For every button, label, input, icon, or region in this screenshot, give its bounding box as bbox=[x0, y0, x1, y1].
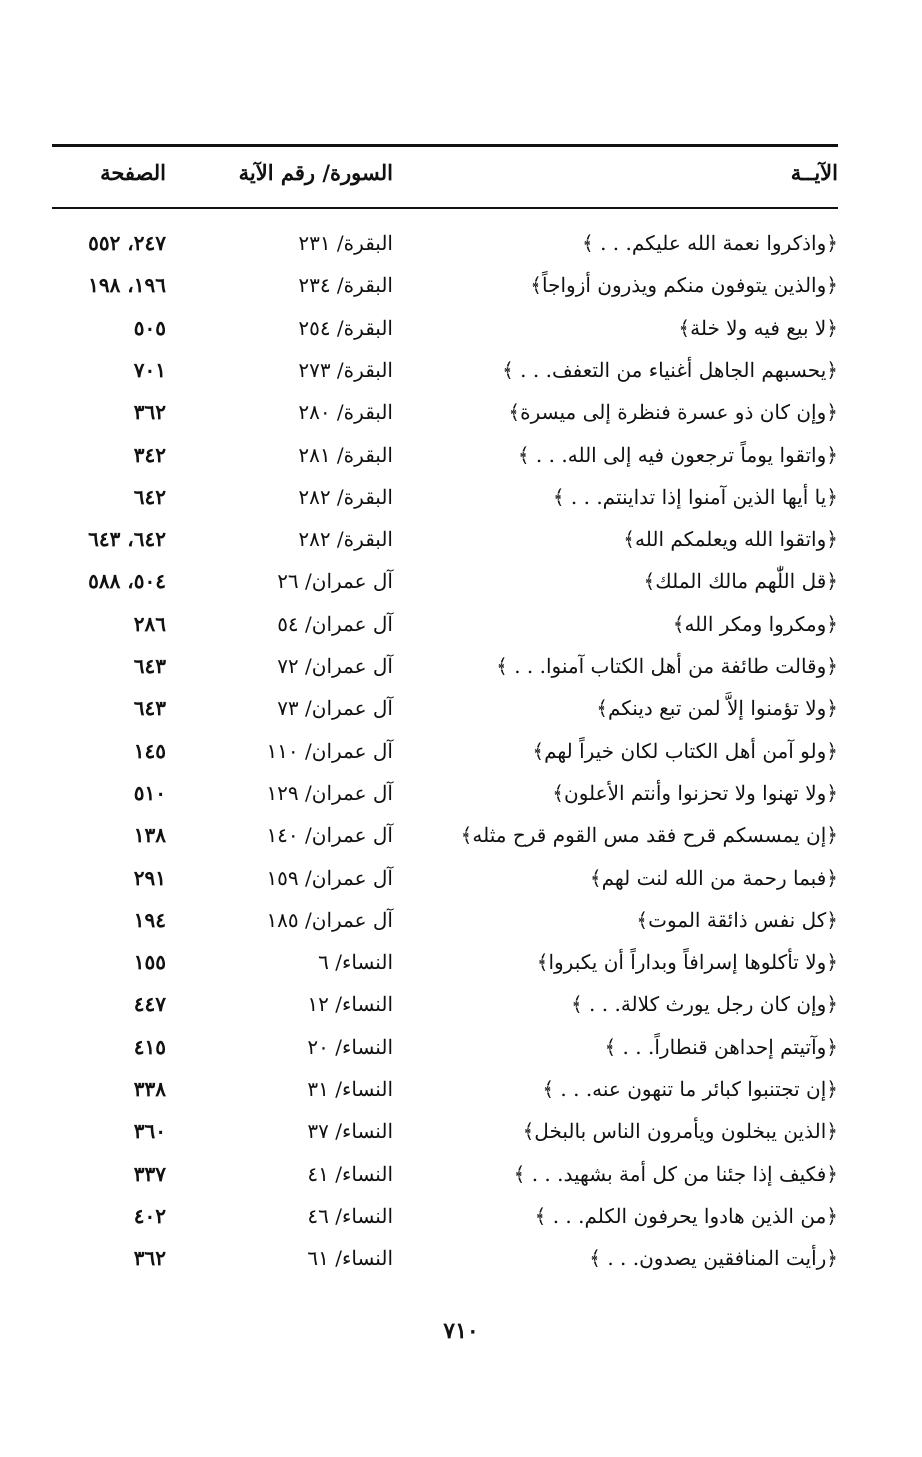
table-header bbox=[52, 153, 838, 199]
page-cell: ٢٤٧، ٥٥٢ bbox=[88, 231, 166, 255]
page-cell: ٥٠٥ bbox=[133, 315, 166, 340]
verse-cell: ﴿قل اللّٰهم مالك الملك﴾ bbox=[643, 569, 838, 594]
table-row bbox=[52, 434, 838, 476]
table-row bbox=[52, 603, 838, 645]
page-cell: ٢٩١ bbox=[133, 865, 166, 890]
page-cell: ٥١٠ bbox=[133, 780, 166, 805]
page-cell: ٧٠١ bbox=[133, 357, 166, 382]
sura-cell: آل عمران/ ١٨٥ bbox=[266, 907, 393, 932]
sura-cell: البقرة/ ٢٨٢ bbox=[298, 484, 393, 509]
sura-cell: البقرة/ ٢٨٠ bbox=[298, 400, 393, 425]
verse-cell: ﴿واتقوا الله ويعلمكم الله﴾ bbox=[623, 527, 838, 552]
page-cell: ٤١٥ bbox=[133, 1034, 166, 1059]
sura-cell: البقرة/ ٢٣١ bbox=[298, 231, 393, 255]
table-row bbox=[52, 1237, 838, 1279]
table-row bbox=[52, 518, 838, 560]
verse-cell: ﴿ولا تهنوا ولا تحزنوا وأنتم الأعلون﴾ bbox=[552, 780, 838, 805]
sura-cell: البقرة/ ٢٨١ bbox=[298, 442, 393, 467]
sura-cell: آل عمران/ ١٢٩ bbox=[266, 780, 393, 805]
page-cell: ٣٣٨ bbox=[133, 1077, 166, 1101]
table-row bbox=[52, 1026, 838, 1068]
sura-cell: آل عمران/ ٥٤ bbox=[277, 611, 393, 636]
table-row bbox=[52, 899, 838, 941]
page-number: ٧١٠ bbox=[443, 1318, 479, 1344]
sura-cell: آل عمران/ ٧٢ bbox=[277, 654, 393, 678]
sura-cell: آل عمران/ ٢٦ bbox=[277, 569, 393, 594]
verse-cell: ﴿فبما رحمة من الله لنت لهم﴾ bbox=[589, 865, 838, 890]
sura-cell: البقرة/ ٢٥٤ bbox=[298, 315, 393, 340]
sura-cell: النساء/ ٤١ bbox=[307, 1161, 393, 1186]
sura-cell: آل عمران/ ١٤٠ bbox=[266, 823, 393, 848]
table-row bbox=[52, 1068, 838, 1110]
sura-cell: النساء/ ٢٠ bbox=[307, 1034, 393, 1059]
page-cell: ٣٤٢ bbox=[133, 442, 166, 467]
page-cell: ١٩٤ bbox=[133, 907, 166, 932]
table-row bbox=[52, 814, 838, 856]
verse-cell: ﴿فكيف إذا جئنا من كل أمة بشهيد. . . ﴾ bbox=[513, 1161, 838, 1186]
header-page: الصفحة bbox=[100, 160, 166, 185]
verse-cell: ﴿وإن كان رجل يورث كلالة. . . ﴾ bbox=[570, 992, 838, 1017]
table-row bbox=[52, 687, 838, 729]
table-row bbox=[52, 645, 838, 687]
table-row bbox=[52, 730, 838, 772]
sura-cell: البقرة/ ٢٧٣ bbox=[298, 357, 393, 382]
verse-cell: ﴿إن يمسسكم قرح فقد مس القوم قرح مثله﴾ bbox=[460, 823, 838, 848]
page-cell: ٥٠٤، ٥٨٨ bbox=[88, 569, 166, 594]
verse-cell: ﴿ومكروا ومكر الله﴾ bbox=[672, 611, 838, 636]
page-cell: ٦٤٣ bbox=[133, 696, 166, 721]
page-cell: ١٣٨ bbox=[133, 823, 166, 848]
verse-cell: ﴿ولو آمن أهل الكتاب لكان خيراً لهم﴾ bbox=[532, 738, 838, 763]
verse-cell: ﴿والذين يتوفون منكم ويذرون أزواجاً﴾ bbox=[530, 273, 838, 298]
page-cell: ٢٨٦ bbox=[133, 611, 166, 636]
table-row bbox=[52, 307, 838, 349]
sura-cell: آل عمران/ ١١٠ bbox=[266, 738, 393, 763]
sura-cell: النساء/ ١٢ bbox=[307, 992, 393, 1017]
page-cell: ٣٦٠ bbox=[133, 1119, 166, 1144]
header-sura-verse: السورة/ رقم الآية bbox=[238, 160, 393, 185]
verse-cell: ﴿يا أيها الذين آمنوا إذا تداينتم. . . ﴾ bbox=[552, 484, 838, 509]
verse-cell: ﴿واتقوا يوماً ترجعون فيه إلى الله. . . ﴾ bbox=[517, 442, 838, 467]
page-cell: ٣٣٧ bbox=[133, 1161, 166, 1186]
verse-cell: ﴿واذكروا نعمة الله عليكم. . . ﴾ bbox=[582, 231, 838, 255]
verse-cell: ﴿ولا تأكلوها إسرافاً وبداراً أن يكبروا﴾ bbox=[536, 950, 838, 975]
top-rule bbox=[52, 144, 838, 147]
verse-cell: ﴿وإن كان ذو عسرة فنظرة إلى ميسرة﴾ bbox=[508, 400, 838, 425]
table-row bbox=[52, 476, 838, 518]
page-cell: ١٩٦، ١٩٨ bbox=[88, 273, 166, 298]
table-row bbox=[52, 349, 838, 391]
table-row bbox=[52, 941, 838, 983]
table-row bbox=[52, 560, 838, 602]
page-cell: ١٤٥ bbox=[133, 738, 166, 763]
verse-cell: ﴿إن تجتنبوا كبائر ما تنهون عنه. . . ﴾ bbox=[542, 1077, 838, 1101]
verse-cell: ﴿من الذين هادوا يحرفون الكلم. . . ﴾ bbox=[534, 1203, 838, 1228]
table-row bbox=[52, 1195, 838, 1237]
sura-cell: النساء/ ٦١ bbox=[307, 1246, 393, 1271]
page-cell: ٣٦٢ bbox=[133, 1246, 166, 1271]
verse-cell: ﴿كل نفس ذائقة الموت﴾ bbox=[636, 907, 838, 932]
table-row bbox=[52, 222, 838, 264]
page-cell: ٦٤٢، ٦٤٣ bbox=[88, 527, 166, 552]
verse-cell: ﴿لا بيع فيه ولا خلة﴾ bbox=[678, 315, 838, 340]
sura-cell: النساء/ ٣١ bbox=[307, 1077, 393, 1101]
page-cell: ١٥٥ bbox=[133, 950, 166, 975]
page-cell: ٣٦٢ bbox=[133, 400, 166, 425]
sura-cell: آل عمران/ ٧٣ bbox=[277, 696, 393, 721]
page-cell: ٦٤٣ bbox=[133, 654, 166, 678]
table-row bbox=[52, 857, 838, 899]
table-row bbox=[52, 1110, 838, 1152]
sura-cell: النساء/ ٦ bbox=[318, 950, 393, 975]
sura-cell: البقرة/ ٢٨٢ bbox=[298, 527, 393, 552]
table-row bbox=[52, 772, 838, 814]
table-row bbox=[52, 983, 838, 1025]
verse-cell: ﴿يحسبهم الجاهل أغنياء من التعفف. . . ﴾ bbox=[502, 357, 838, 382]
sura-cell: آل عمران/ ١٥٩ bbox=[266, 865, 393, 890]
verse-cell: ﴿ولا تؤمنوا إلاَّ لمن تبع دينكم﴾ bbox=[596, 696, 838, 721]
sura-cell: النساء/ ٣٧ bbox=[307, 1119, 393, 1144]
table-row bbox=[52, 391, 838, 433]
verse-cell: ﴿الذين يبخلون ويأمرون الناس بالبخل﴾ bbox=[522, 1119, 838, 1144]
table-row bbox=[52, 1153, 838, 1195]
header-verse: الآيــة bbox=[790, 160, 838, 185]
sura-cell: النساء/ ٤٦ bbox=[307, 1203, 393, 1228]
page-cell: ٤٠٢ bbox=[133, 1203, 166, 1228]
table-row bbox=[52, 264, 838, 306]
sura-cell: البقرة/ ٢٣٤ bbox=[298, 273, 393, 298]
page-cell: ٤٤٧ bbox=[133, 992, 166, 1017]
verse-cell: ﴿رأيت المنافقين يصدون. . . ﴾ bbox=[589, 1246, 838, 1271]
page-cell: ٦٤٢ bbox=[133, 484, 166, 509]
header-rule bbox=[52, 207, 838, 209]
verse-cell: ﴿وآتيتم إحداهن قنطاراً. . . ﴾ bbox=[604, 1034, 838, 1059]
verse-cell: ﴿وقالت طائفة من أهل الكتاب آمنوا. . . ﴾ bbox=[496, 654, 838, 678]
